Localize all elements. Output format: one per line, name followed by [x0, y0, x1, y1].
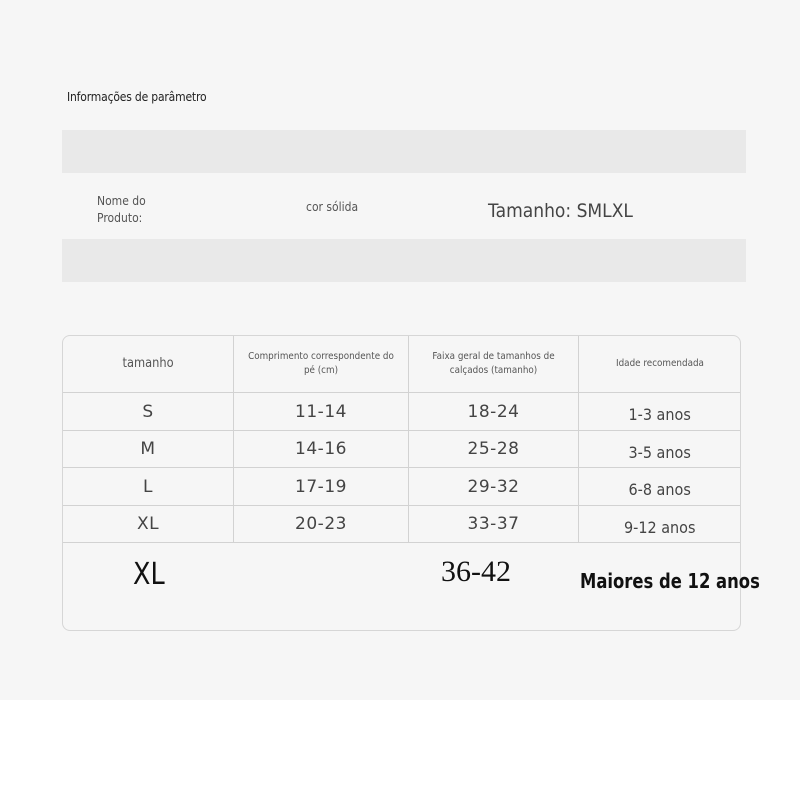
table-cell-foot-length: 17-19	[234, 468, 409, 506]
extra-row-shoe-size: 36-42	[441, 555, 511, 588]
table-cell-size: M	[63, 431, 234, 468]
table-cell-foot-length: 20-23	[234, 506, 409, 543]
table-cell-size: XL	[63, 506, 234, 543]
product-name-label: Nome do Produto:	[97, 194, 146, 225]
table-cell-age: 3-5 anos	[579, 431, 740, 468]
header-size: tamanho	[63, 336, 234, 393]
table-cell-age: 9-12 anos	[579, 506, 740, 543]
table-cell-shoe-size: 18-24	[409, 393, 579, 431]
table-cell-age: 6-8 anos	[579, 468, 740, 506]
table-cell-foot-length: 11-14	[234, 393, 409, 431]
table-cell-shoe-size: 25-28	[409, 431, 579, 468]
size-table	[62, 335, 760, 631]
size-grid	[63, 336, 740, 543]
table-cell-shoe-size: 29-32	[409, 468, 579, 506]
table-cell-age: 1-3 anos	[579, 393, 740, 431]
header-recommended-age: Idade recomendada	[579, 336, 740, 393]
extra-row-size: XL	[133, 557, 165, 592]
header-foot-length: Comprimento correspondente do pé (cm)	[234, 336, 409, 393]
product-color: cor sólida	[306, 200, 359, 214]
gray-band-bottom	[62, 239, 746, 282]
extra-row-age: Maiores de 12 anos	[580, 569, 760, 593]
table-cell-shoe-size: 33-37	[409, 506, 579, 543]
table-cell-foot-length: 14-16	[234, 431, 409, 468]
table-cell-size: L	[63, 468, 234, 506]
product-info-row	[62, 173, 746, 239]
gray-band-top	[62, 130, 746, 173]
section-title: Informações de parâmetro	[67, 90, 207, 104]
table-cell-size: S	[63, 393, 234, 431]
table-extra-row	[63, 543, 760, 603]
product-size: Tamanho: SMLXL	[488, 200, 633, 222]
header-shoe-size-range: Faixa geral de tamanhos de calçados (tamanho)	[409, 336, 579, 393]
